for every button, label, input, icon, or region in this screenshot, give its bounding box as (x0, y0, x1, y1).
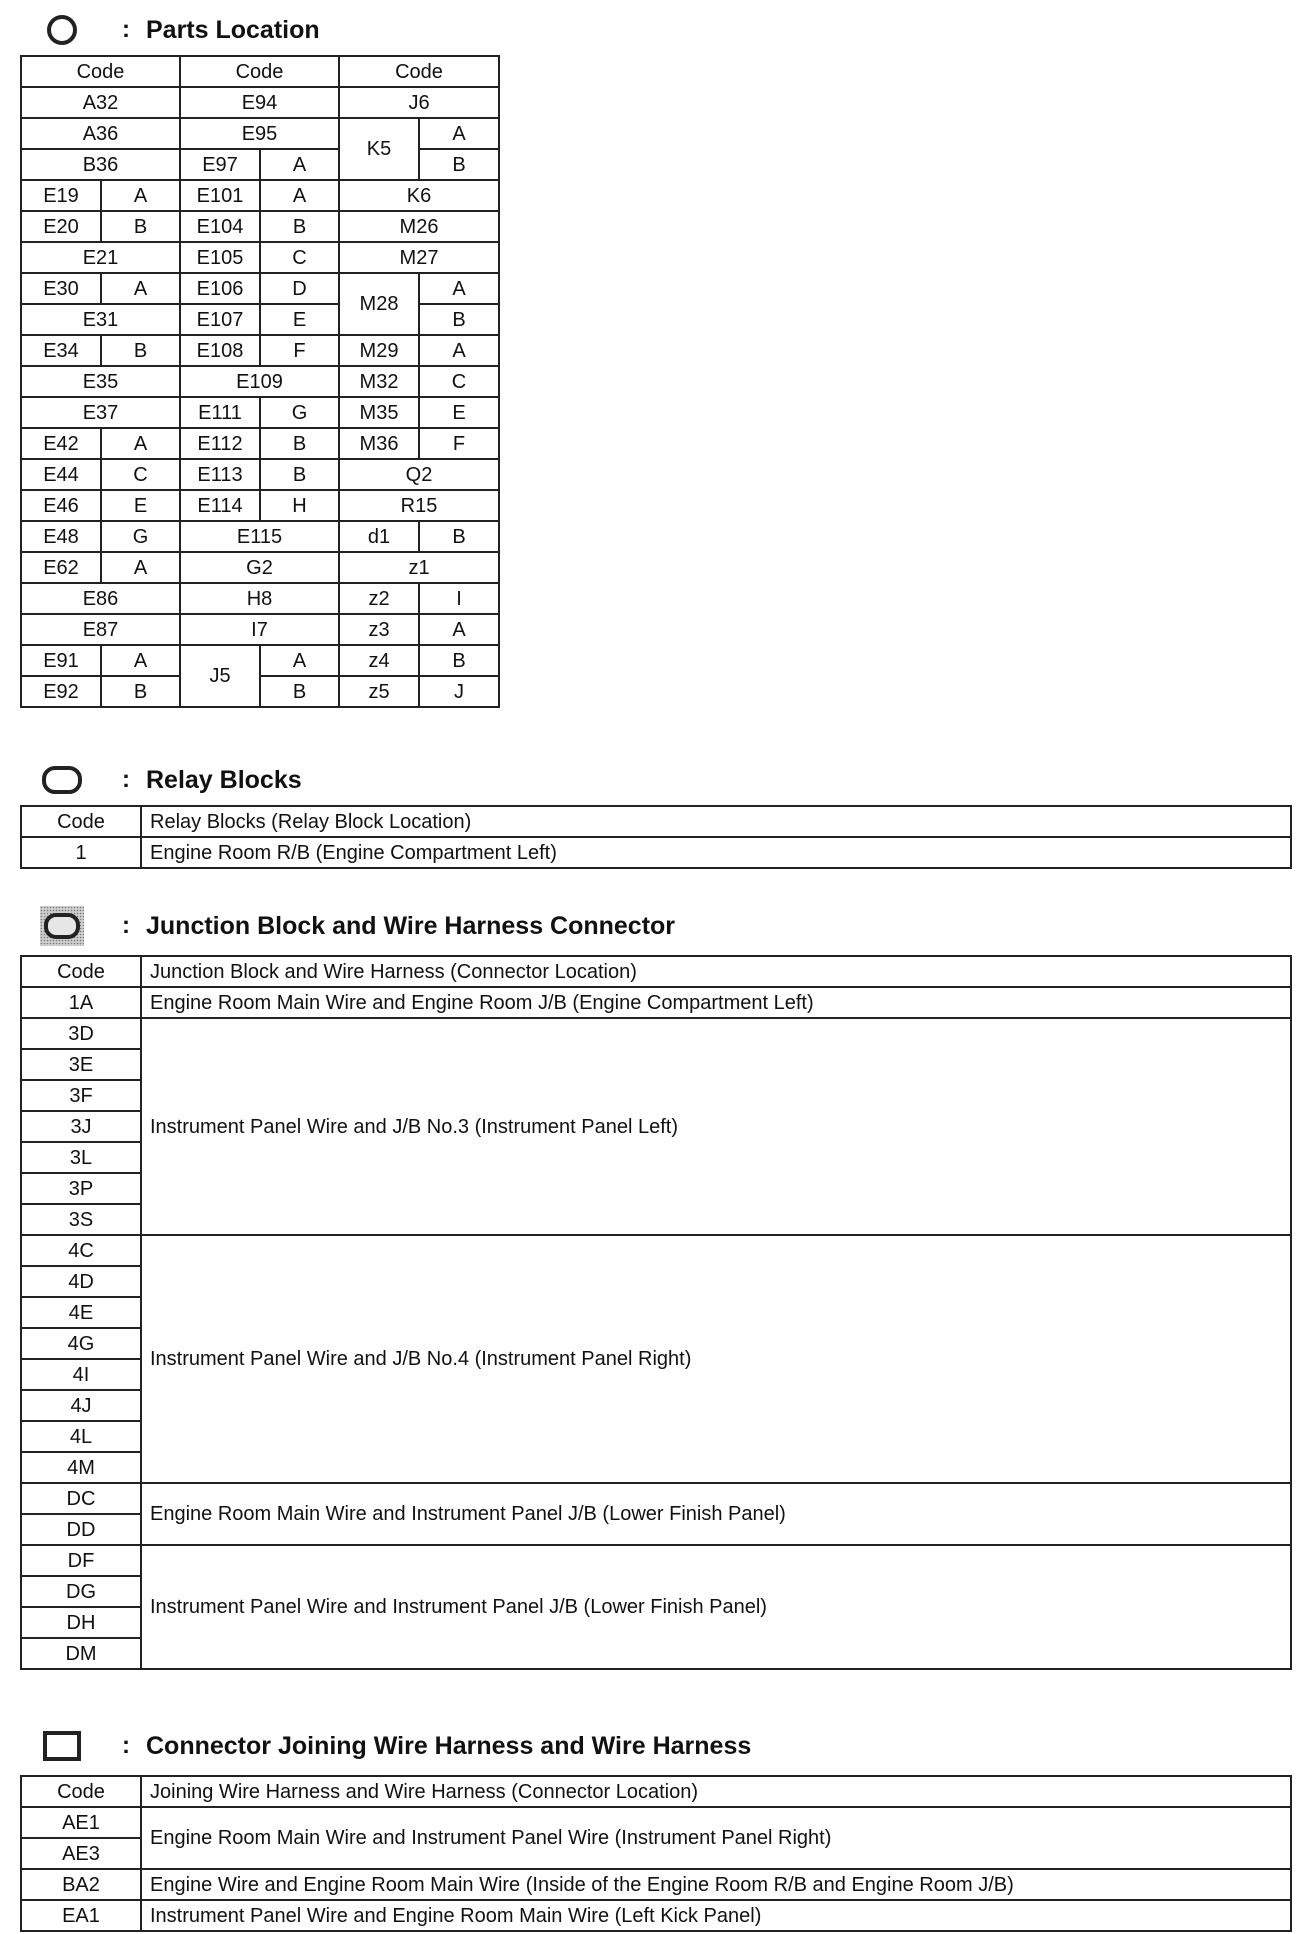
column-header: Code (21, 806, 141, 837)
code-cell: M32 (339, 366, 419, 397)
suffix-cell: C (101, 459, 180, 490)
description-cell: Instrument Panel Wire and Instrument Panel J/B (Lower Finish Panel) (141, 1545, 1291, 1669)
code-cell: 3E (21, 1049, 141, 1080)
code-cell: E34 (21, 335, 101, 366)
code-cell: E101 (180, 180, 260, 211)
table-row (21, 1545, 1291, 1576)
suffix-cell: A (260, 645, 339, 676)
table-row (21, 1807, 1291, 1838)
code-cell: E114 (180, 490, 260, 521)
code-cell: A32 (21, 87, 180, 118)
suffix-cell: B (260, 676, 339, 707)
table-row (21, 837, 1291, 868)
code-cell: Q2 (339, 459, 499, 490)
suffix-cell: A (101, 645, 180, 676)
code-cell: M36 (339, 428, 419, 459)
table-row (21, 987, 1291, 1018)
code-cell: G2 (180, 552, 339, 583)
suffix-cell: A (101, 428, 180, 459)
code-cell: DC (21, 1483, 141, 1514)
table-row (21, 521, 499, 552)
suffix-cell: A (260, 180, 339, 211)
suffix-cell: F (419, 428, 499, 459)
rounded-rect-icon (40, 763, 84, 797)
table-header-row (21, 56, 499, 87)
table-row (21, 459, 499, 490)
suffix-cell: D (260, 273, 339, 304)
code-cell: 4E (21, 1297, 141, 1328)
code-cell: 3S (21, 1204, 141, 1235)
suffix-cell: B (419, 521, 499, 552)
connector-joining-heading (40, 1726, 751, 1766)
table-header-row (21, 1776, 1291, 1807)
code-cell: E95 (180, 118, 339, 149)
suffix-cell: J (419, 676, 499, 707)
code-cell: H8 (180, 583, 339, 614)
section-title: Parts Location (146, 15, 320, 44)
table-header-row (21, 956, 1291, 987)
code-cell: E105 (180, 242, 260, 273)
square-icon (40, 1729, 84, 1763)
description-cell: Engine Room Main Wire and Instrument Panel J/B (Lower Finish Panel) (141, 1483, 1291, 1545)
code-cell: 4C (21, 1235, 141, 1266)
code-cell: 4D (21, 1266, 141, 1297)
connector-joining-table (20, 1775, 1292, 1932)
code-cell: M28 (339, 273, 419, 335)
code-cell: E37 (21, 397, 180, 428)
code-cell: E115 (180, 521, 339, 552)
table-row (21, 397, 499, 428)
code-cell: EA1 (21, 1900, 141, 1931)
code-cell: E109 (180, 366, 339, 397)
suffix-cell: B (419, 645, 499, 676)
code-cell: 4L (21, 1421, 141, 1452)
suffix-cell: B (101, 211, 180, 242)
suffix-cell: G (260, 397, 339, 428)
code-cell: E91 (21, 645, 101, 676)
code-cell: z2 (339, 583, 419, 614)
table-row (21, 614, 499, 645)
code-cell: E97 (180, 149, 260, 180)
code-cell: E35 (21, 366, 180, 397)
code-cell: E104 (180, 211, 260, 242)
table-row (21, 149, 499, 180)
table-row (21, 1235, 1291, 1266)
code-cell: E107 (180, 304, 260, 335)
code-cell: 3F (21, 1080, 141, 1111)
section-title: Connector Joining Wire Harness and Wire Harness (146, 1731, 752, 1760)
table-row (21, 242, 499, 273)
code-cell: z3 (339, 614, 419, 645)
suffix-cell: A (419, 335, 499, 366)
description-cell: Instrument Panel Wire and Engine Room Main Wire (Left Kick Panel) (141, 1900, 1291, 1931)
code-cell: DF (21, 1545, 141, 1576)
column-header: Relay Blocks (Relay Block Location) (141, 806, 1291, 837)
code-cell: E48 (21, 521, 101, 552)
code-cell: E111 (180, 397, 260, 428)
code-cell: z4 (339, 645, 419, 676)
code-cell: DD (21, 1514, 141, 1545)
table-row (21, 428, 499, 459)
code-cell: E106 (180, 273, 260, 304)
code-cell: E92 (21, 676, 101, 707)
section-title: Junction Block and Wire Harness Connector (146, 911, 676, 940)
code-cell: E62 (21, 552, 101, 583)
code-cell: 4I (21, 1359, 141, 1390)
code-cell: M35 (339, 397, 419, 428)
code-cell: 3L (21, 1142, 141, 1173)
code-cell: 3D (21, 1018, 141, 1049)
suffix-cell: E (260, 304, 339, 335)
column-header: Code (21, 1776, 141, 1807)
code-cell: E94 (180, 87, 339, 118)
column-header: Code (180, 56, 339, 87)
suffix-cell: A (101, 180, 180, 211)
table-row (21, 118, 499, 149)
colon: : (122, 1732, 130, 1759)
table-row (21, 366, 499, 397)
code-cell: 4M (21, 1452, 141, 1483)
description-cell: Instrument Panel Wire and J/B No.3 (Instrument Panel Left) (141, 1018, 1291, 1235)
table-row (21, 552, 499, 583)
code-cell: 3P (21, 1173, 141, 1204)
code-cell: DM (21, 1638, 141, 1669)
table-row (21, 180, 499, 211)
suffix-cell: B (419, 149, 499, 180)
suffix-cell: C (260, 242, 339, 273)
code-cell: 1A (21, 987, 141, 1018)
code-cell: z5 (339, 676, 419, 707)
code-cell: I7 (180, 614, 339, 645)
relay-blocks-table (20, 805, 1292, 869)
junction-block-heading (40, 906, 675, 946)
code-cell: R15 (339, 490, 499, 521)
code-cell: J6 (339, 87, 499, 118)
table-row (21, 273, 499, 304)
code-cell: B36 (21, 149, 180, 180)
suffix-cell: G (101, 521, 180, 552)
suffix-cell: B (260, 428, 339, 459)
suffix-cell: A (260, 149, 339, 180)
table-row (21, 1869, 1291, 1900)
table-row (21, 87, 499, 118)
description-cell: Engine Room R/B (Engine Compartment Left) (141, 837, 1291, 868)
shaded-rounded-rect-icon (40, 909, 84, 943)
suffix-cell: B (419, 304, 499, 335)
code-cell: AE1 (21, 1807, 141, 1838)
code-cell: M26 (339, 211, 499, 242)
suffix-cell: H (260, 490, 339, 521)
code-cell: E86 (21, 583, 180, 614)
description-cell: Engine Room Main Wire and Engine Room J/B (Engine Compartment Left) (141, 987, 1291, 1018)
suffix-cell: I (419, 583, 499, 614)
description-cell: Instrument Panel Wire and J/B No.4 (Instrument Panel Right) (141, 1235, 1291, 1483)
relay-blocks-heading (40, 760, 302, 800)
parts-location-table (20, 55, 500, 708)
code-cell: E19 (21, 180, 101, 211)
parts-location-heading (40, 10, 320, 50)
table-row (21, 583, 499, 614)
description-cell: Engine Wire and Engine Room Main Wire (Inside of the Engine Room R/B and Engine Room J/B) (141, 1869, 1291, 1900)
table-header-row (21, 806, 1291, 837)
code-cell: 4G (21, 1328, 141, 1359)
column-header: Code (339, 56, 499, 87)
code-cell: A36 (21, 118, 180, 149)
code-cell: E31 (21, 304, 180, 335)
suffix-cell: B (101, 335, 180, 366)
table-row (21, 1483, 1291, 1514)
code-cell: DG (21, 1576, 141, 1607)
column-header: Code (21, 56, 180, 87)
table-row (21, 335, 499, 366)
section-title: Relay Blocks (146, 765, 302, 794)
suffix-cell: E (101, 490, 180, 521)
suffix-cell: C (419, 366, 499, 397)
suffix-cell: A (419, 118, 499, 149)
code-cell: E44 (21, 459, 101, 490)
code-cell: J5 (180, 645, 260, 707)
code-cell: AE3 (21, 1838, 141, 1869)
description-cell: Engine Room Main Wire and Instrument Panel Wire (Instrument Panel Right) (141, 1807, 1291, 1869)
table-row (21, 1018, 1291, 1049)
suffix-cell: B (101, 676, 180, 707)
column-header: Code (21, 956, 141, 987)
circle-icon (40, 13, 84, 47)
table-row (21, 211, 499, 242)
junction-block-table (20, 955, 1292, 1670)
table-row (21, 304, 499, 335)
code-cell: 3J (21, 1111, 141, 1142)
code-cell: M27 (339, 242, 499, 273)
suffix-cell: A (419, 273, 499, 304)
code-cell: E30 (21, 273, 101, 304)
suffix-cell: B (260, 211, 339, 242)
table-row (21, 1900, 1291, 1931)
suffix-cell: A (419, 614, 499, 645)
suffix-cell: A (101, 273, 180, 304)
table-row (21, 676, 499, 707)
column-header: Junction Block and Wire Harness (Connector Location) (141, 956, 1291, 987)
code-cell: K6 (339, 180, 499, 211)
colon: : (122, 766, 130, 793)
suffix-cell: F (260, 335, 339, 366)
suffix-cell: E (419, 397, 499, 428)
column-header: Joining Wire Harness and Wire Harness (Connector Location) (141, 1776, 1291, 1807)
table-row (21, 490, 499, 521)
code-cell: K5 (339, 118, 419, 180)
code-cell: z1 (339, 552, 499, 583)
code-cell: E113 (180, 459, 260, 490)
code-cell: 1 (21, 837, 141, 868)
code-cell: BA2 (21, 1869, 141, 1900)
code-cell: E112 (180, 428, 260, 459)
colon: : (122, 912, 130, 939)
code-cell: E21 (21, 242, 180, 273)
suffix-cell: B (260, 459, 339, 490)
code-cell: E108 (180, 335, 260, 366)
code-cell: d1 (339, 521, 419, 552)
code-cell: E87 (21, 614, 180, 645)
colon: : (122, 16, 130, 43)
table-row (21, 645, 499, 676)
code-cell: E20 (21, 211, 101, 242)
suffix-cell: A (101, 552, 180, 583)
code-cell: E42 (21, 428, 101, 459)
code-cell: E46 (21, 490, 101, 521)
code-cell: DH (21, 1607, 141, 1638)
code-cell: M29 (339, 335, 419, 366)
code-cell: 4J (21, 1390, 141, 1421)
